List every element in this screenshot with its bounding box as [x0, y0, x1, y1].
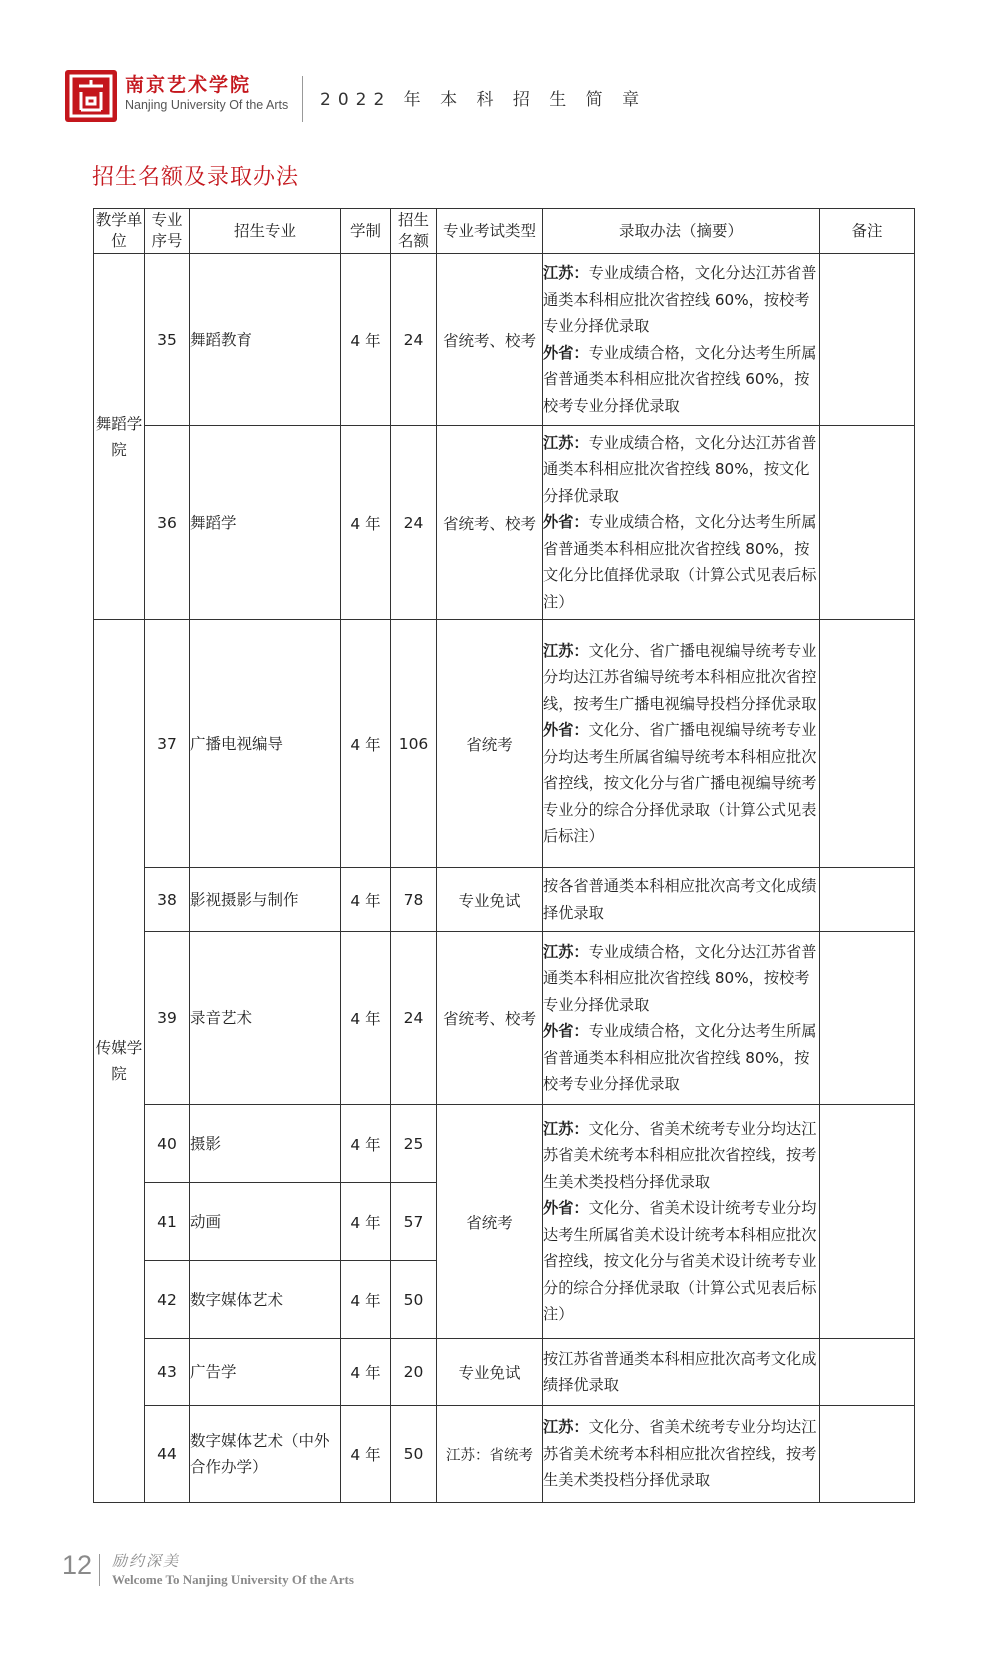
header-note: 备注	[820, 209, 915, 254]
header-method: 录取办法（摘要）	[543, 209, 820, 254]
method-cell	[543, 426, 820, 620]
quota-cell: 50	[391, 1406, 437, 1503]
method-cell	[543, 1339, 820, 1406]
major-cell: 舞蹈学	[190, 426, 341, 620]
exam-cell: 省统考、校考	[437, 426, 543, 620]
page-footer	[62, 1550, 562, 1600]
footer-tagline: Welcome To Nanjing University Of the Arts	[112, 1572, 354, 1587]
quota-cell: 24	[391, 932, 437, 1105]
province-label: 江苏：	[543, 264, 589, 282]
footer-slogan: 励约深美	[112, 1552, 181, 1570]
years-cell: 4 年	[341, 868, 391, 932]
major-cell: 影视摄影与制作	[190, 868, 341, 932]
method-cell	[543, 254, 820, 426]
province-label: 江苏：	[543, 1418, 589, 1437]
university-logo-icon	[65, 70, 117, 122]
header-major: 招生专业	[190, 209, 341, 254]
seq-cell: 39	[145, 932, 190, 1105]
admissions-table	[93, 208, 915, 1503]
years-cell: 4 年	[341, 1183, 391, 1261]
seq-cell: 44	[145, 1406, 190, 1503]
note-cell	[820, 868, 915, 932]
years-cell: 4 年	[341, 1406, 391, 1503]
exam-cell: 省统考	[437, 1105, 543, 1339]
years-cell: 4 年	[341, 1261, 391, 1339]
header-exam: 专业考试类型	[437, 209, 543, 254]
province-label: 外省：	[543, 1022, 589, 1040]
method-text: 专业成绩合格，文化分达江苏省普通类本科相应批次省控线 80%，按文化分择优录取	[543, 433, 817, 505]
header-divider	[302, 76, 303, 122]
major-cell: 舞蹈教育	[190, 254, 341, 426]
seq-cell: 37	[145, 620, 190, 868]
page-header	[65, 68, 945, 128]
method-text: 专业成绩合格，文化分达考生所属省普通类本科相应批次省控线 60%，按校考专业分择优录取	[543, 343, 817, 415]
table-header-row	[94, 209, 915, 254]
province-label: 外省：	[543, 1199, 589, 1217]
method-text: 文化分、省美术统考专业分均达江苏省美术统考本科相应批次省控线，按考生美术类投档分择优录取	[543, 1119, 817, 1191]
exam-cell: 专业免试	[437, 1339, 543, 1406]
major-cell: 广告学	[190, 1339, 341, 1406]
note-cell	[820, 932, 915, 1105]
years-cell: 4 年	[341, 932, 391, 1105]
seq-cell: 42	[145, 1261, 190, 1339]
unit-cell: 舞蹈学院	[94, 254, 145, 620]
table-row	[94, 1406, 915, 1503]
quota-cell: 57	[391, 1183, 437, 1261]
method-cell	[543, 932, 820, 1105]
seq-cell: 40	[145, 1105, 190, 1183]
method-text: 专业成绩合格，文化分达江苏省普通类本科相应批次省控线 60%，按校考专业分择优录取	[543, 264, 817, 335]
method-text: 专业成绩合格，文化分达江苏省普通类本科相应批次省控线 80%，按校考专业分择优录取	[543, 942, 817, 1014]
page-number: 12	[62, 1550, 93, 1580]
exam-cell: 江苏：省统考	[437, 1406, 543, 1503]
exam-cell: 省统考、校考	[437, 254, 543, 426]
note-cell	[820, 620, 915, 868]
brochure-title: 2022 年 本 科 招 生 简 章	[320, 90, 647, 110]
exam-cell: 省统考	[437, 620, 543, 868]
method-text: 文化分、省美术统考专业分均达江苏省美术统考本科相应批次省控线，按考生美术类投档分择优录取	[543, 1418, 817, 1490]
method-text: 文化分、省美术设计统考专业分均达考生所属省美术设计统考本科相应批次省控线，按文化分与省美术设计统考专业分的综合分择优录取（计算公式见表后标注）	[543, 1199, 817, 1323]
province-label: 江苏：	[543, 433, 589, 452]
province-label: 外省：	[543, 513, 589, 532]
university-name-cn: 南京艺术学院	[125, 74, 252, 96]
method-text: 专业成绩合格，文化分达考生所属省普通类本科相应批次省控线 80%，按校考专业分择优录取	[543, 1022, 817, 1093]
table-row	[94, 426, 915, 620]
method-cell	[543, 1406, 820, 1503]
note-cell	[820, 1105, 915, 1339]
exam-cell: 专业免试	[437, 868, 543, 932]
method-text: 专业成绩合格，文化分达考生所属省普通类本科相应批次省控线 80%，按文化分比值择优录取（计算公式见表后标注）	[543, 513, 817, 611]
method-cell	[543, 1105, 820, 1339]
table-row	[94, 620, 915, 868]
note-cell	[820, 1339, 915, 1406]
note-cell	[820, 254, 915, 426]
years-cell: 4 年	[341, 254, 391, 426]
seq-cell: 36	[145, 426, 190, 620]
table-row	[94, 1339, 915, 1406]
quota-cell: 20	[391, 1339, 437, 1406]
method-text: 文化分、省广播电视编导统考专业分均达江苏省编导统考本科相应批次省控线，按考生广播电视编导投档分择优录取	[543, 641, 817, 713]
table-row	[94, 932, 915, 1105]
major-cell: 数字媒体艺术	[190, 1261, 341, 1339]
method-cell	[543, 620, 820, 868]
province-label: 外省：	[543, 343, 589, 362]
header-seq: 专业序号	[145, 209, 190, 254]
seq-cell: 43	[145, 1339, 190, 1406]
header-years: 学制	[341, 209, 391, 254]
table-row	[94, 1105, 915, 1183]
years-cell: 4 年	[341, 1105, 391, 1183]
quota-cell: 106	[391, 620, 437, 868]
note-cell	[820, 426, 915, 620]
quota-cell: 24	[391, 426, 437, 620]
province-label: 江苏：	[543, 1119, 589, 1138]
table-row	[94, 254, 915, 426]
years-cell: 4 年	[341, 426, 391, 620]
university-name-en: Nanjing University Of the Arts	[125, 98, 289, 112]
note-cell	[820, 1406, 915, 1503]
years-cell: 4 年	[341, 1339, 391, 1406]
header-unit: 教学单位	[94, 209, 145, 254]
unit-cell: 传媒学院	[94, 620, 145, 1503]
major-cell: 录音艺术	[190, 932, 341, 1105]
table-row	[94, 868, 915, 932]
quota-cell: 78	[391, 868, 437, 932]
major-cell: 摄影	[190, 1105, 341, 1183]
quota-cell: 25	[391, 1105, 437, 1183]
method-cell	[543, 868, 820, 932]
years-cell: 4 年	[341, 620, 391, 868]
quota-cell: 50	[391, 1261, 437, 1339]
exam-cell: 省统考、校考	[437, 932, 543, 1105]
province-label: 外省：	[543, 721, 589, 739]
footer-divider	[99, 1554, 100, 1586]
section-title: 招生名额及录取办法	[92, 165, 300, 190]
major-cell: 动画	[190, 1183, 341, 1261]
seq-cell: 35	[145, 254, 190, 426]
major-cell: 广播电视编导	[190, 620, 341, 868]
seq-cell: 41	[145, 1183, 190, 1261]
province-label: 江苏：	[543, 641, 589, 660]
major-cell: 数字媒体艺术（中外合作办学）	[190, 1406, 341, 1503]
method-text: 按江苏省普通类本科相应批次高考文化成绩择优录取	[543, 1349, 817, 1394]
quota-cell: 24	[391, 254, 437, 426]
method-text: 按各省普通类本科相应批次高考文化成绩择优录取	[543, 877, 817, 922]
header-quota: 招生名额	[391, 209, 437, 254]
seq-cell: 38	[145, 868, 190, 932]
province-label: 江苏：	[543, 942, 589, 961]
method-text: 文化分、省广播电视编导统考专业分均达考生所属省编导统考本科相应批次省控线，按文化分与省广播电视编导统考专业分的综合分择优录取（计算公式见表后标注）	[543, 721, 817, 845]
